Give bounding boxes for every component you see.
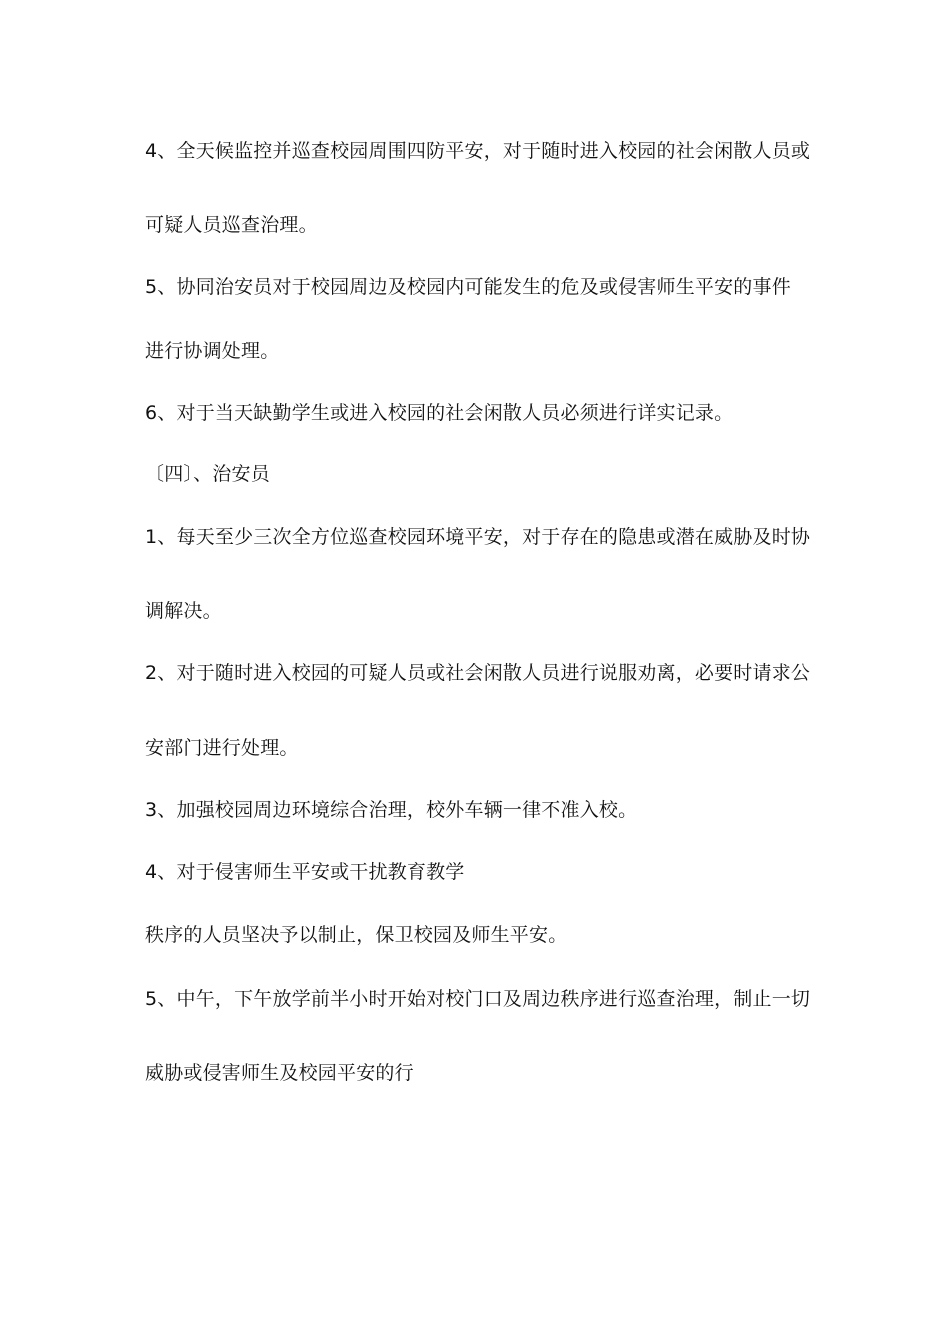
- item-1-patrol-line-1: 1、每天至少三次全方位巡查校园环境平安，对于存在的隐患或潜在威胁及时协: [145, 526, 811, 548]
- section-heading-security-officer: 〔四〕、治安员: [145, 463, 270, 485]
- item-6-records-line: 6、对于当天缺勤学生或进入校园的社会闲散人员必须进行详实记录。: [145, 402, 734, 424]
- item-5-noon-patrol-line-2: 威胁或侵害师生及校园平安的行: [145, 1062, 414, 1084]
- item-3-environment-line: 3、加强校园周边环境综合治理，校外车辆一律不准入校。: [145, 799, 638, 821]
- item-1-patrol-line-2: 调解决。: [145, 600, 222, 622]
- item-2-persuade-line-2: 安部门进行处理。: [145, 737, 299, 759]
- item-2-persuade-line-1: 2、对于随时进入校园的可疑人员或社会闲散人员进行说服劝离，必要时请求公: [145, 662, 811, 684]
- item-4-stop-line-1: 4、对于侵害师生平安或干扰教育教学: [145, 861, 465, 883]
- item-4-stop-line-2: 秩序的人员坚决予以制止，保卫校园及师生平安。: [145, 924, 568, 946]
- item-5-noon-patrol-line-1: 5、中午，下午放学前半小时开始对校门口及周边秩序进行巡查治理，制止一切: [145, 988, 811, 1010]
- item-4-monitoring-line-2: 可疑人员巡查治理。: [145, 214, 318, 236]
- item-4-monitoring-line-1: 4、全天候监控并巡查校园周围四防平安，对于随时进入校园的社会闲散人员或: [145, 140, 811, 162]
- item-5-coordination-line-1: 5、协同治安员对于校园周边及校园内可能发生的危及或侵害师生平安的事件: [145, 276, 791, 298]
- item-5-coordination-line-2: 进行协调处理。: [145, 340, 280, 362]
